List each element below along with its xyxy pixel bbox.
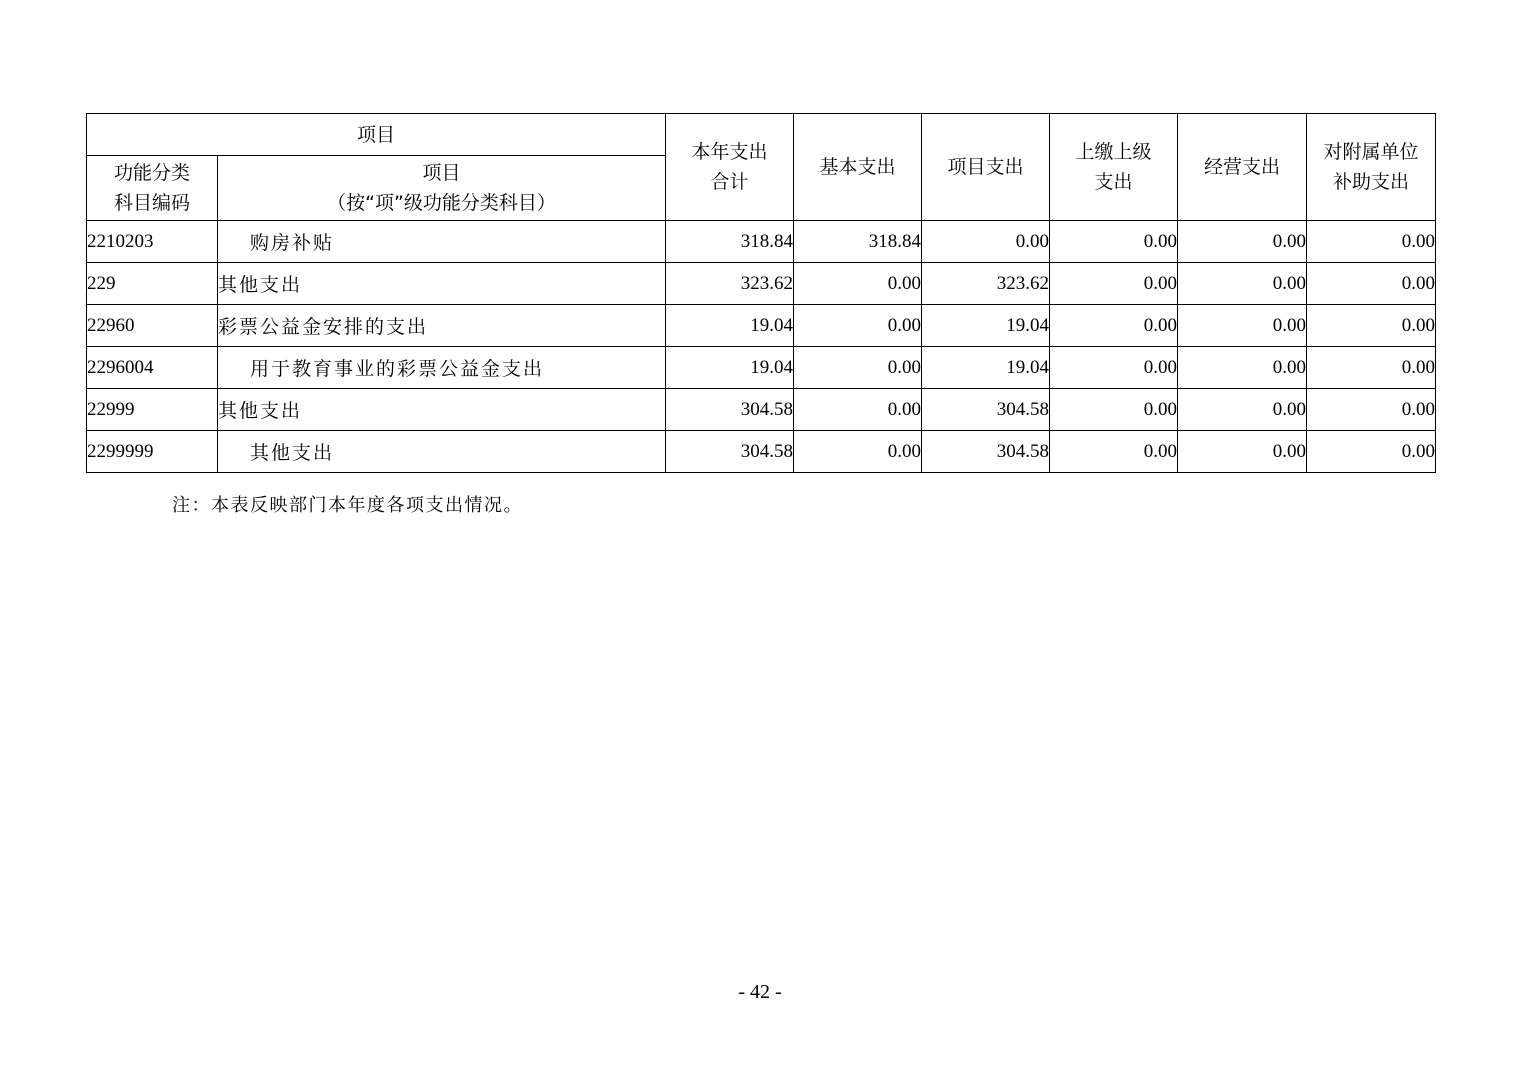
header-name-line1: 项目 [422,162,461,184]
header-code-line1: 功能分类 [113,162,190,184]
row-total: 304.58 [666,389,794,431]
row-subsidy: 0.00 [1307,263,1436,305]
row-upper: 0.00 [1050,347,1178,389]
row-total: 19.04 [666,305,794,347]
row-code: 22999 [87,389,218,431]
row-name: 彩票公益金安排的支出 [218,305,666,347]
row-business: 0.00 [1178,221,1307,263]
header-business: 经营支出 [1178,114,1307,221]
table-row [87,263,1436,305]
row-subsidy: 0.00 [1307,389,1436,431]
header-item-group: 项目 [87,114,666,156]
row-subsidy: 0.00 [1307,305,1436,347]
row-project: 19.04 [922,305,1050,347]
row-upper: 0.00 [1050,389,1178,431]
row-code: 2299999 [87,431,218,473]
table-note: 注：本表反映部门本年度各项支出情况。 [172,495,523,516]
row-business: 0.00 [1178,305,1307,347]
header-upper [1050,114,1178,221]
row-project: 304.58 [922,431,1050,473]
header-total-line1: 本年支出 [691,141,768,163]
row-code: 2210203 [87,221,218,263]
row-subsidy: 0.00 [1307,347,1436,389]
row-basic: 0.00 [794,389,922,431]
header-upper-line2: 支出 [1094,171,1133,193]
row-name: 其他支出 [218,263,666,305]
page-number: - 42 - [738,981,782,1003]
header-code [87,156,218,221]
header-subsidy [1307,114,1436,221]
row-code: 22960 [87,305,218,347]
row-business: 0.00 [1178,263,1307,305]
row-basic: 0.00 [794,263,922,305]
header-row-1 [87,114,1436,156]
row-project: 304.58 [922,389,1050,431]
header-total-line2: 合计 [710,171,749,193]
row-code: 229 [87,263,218,305]
row-upper: 0.00 [1050,305,1178,347]
row-name: 其他支出 [218,431,666,473]
header-total [666,114,794,221]
header-upper-line1: 上缴上级 [1075,141,1152,163]
expenditure-table [86,113,1436,473]
header-project: 项目支出 [922,114,1050,221]
row-project: 323.62 [922,263,1050,305]
row-total: 323.62 [666,263,794,305]
row-code: 2296004 [87,347,218,389]
header-name-line2: （按“项”级功能分类科目） [327,192,556,214]
row-upper: 0.00 [1050,221,1178,263]
row-business: 0.00 [1178,347,1307,389]
header-subsidy-line2: 补助支出 [1333,171,1410,193]
row-business: 0.00 [1178,431,1307,473]
row-business: 0.00 [1178,389,1307,431]
row-total: 19.04 [666,347,794,389]
table-row [87,389,1436,431]
row-basic: 0.00 [794,305,922,347]
table-row [87,221,1436,263]
table-row [87,431,1436,473]
row-total: 318.84 [666,221,794,263]
row-name: 购房补贴 [218,221,666,263]
row-basic: 0.00 [794,347,922,389]
header-name [218,156,666,221]
row-name: 用于教育事业的彩票公益金支出 [218,347,666,389]
table-row [87,305,1436,347]
row-name: 其他支出 [218,389,666,431]
row-upper: 0.00 [1050,263,1178,305]
row-basic: 0.00 [794,431,922,473]
table-row [87,347,1436,389]
row-subsidy: 0.00 [1307,431,1436,473]
row-project: 19.04 [922,347,1050,389]
row-total: 304.58 [666,431,794,473]
header-basic: 基本支出 [794,114,922,221]
expenditure-table-container [86,113,1435,473]
row-project: 0.00 [922,221,1050,263]
header-code-line2: 科目编码 [113,192,190,214]
header-subsidy-line1: 对附属单位 [1323,141,1419,163]
row-subsidy: 0.00 [1307,221,1436,263]
row-basic: 318.84 [794,221,922,263]
row-upper: 0.00 [1050,431,1178,473]
